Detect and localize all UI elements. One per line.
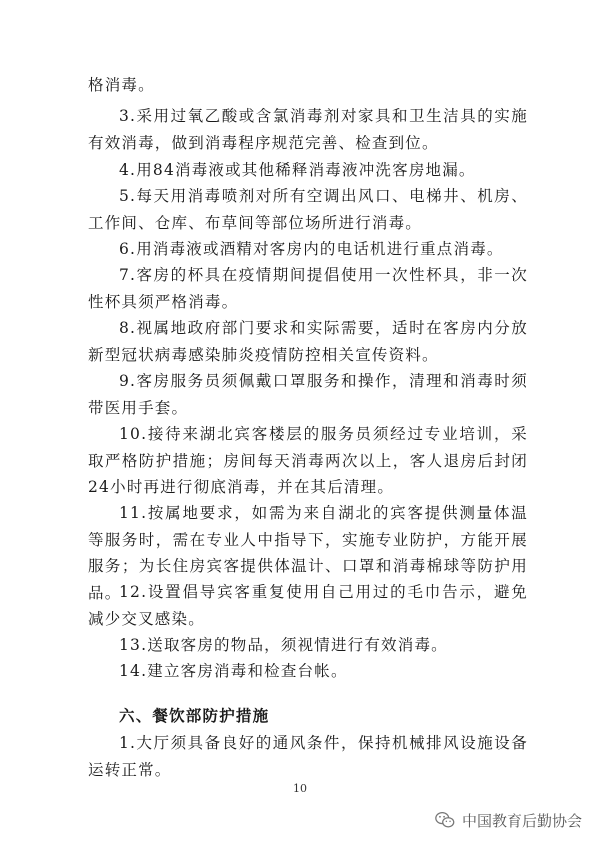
paragraph-continuation: 格消毒。: [88, 76, 155, 94]
section-heading: 六、餐饮部防护措施: [119, 707, 270, 725]
paragraph-item-4: 4.用84消毒液或其他稀释消毒液冲洗客房地漏。: [119, 161, 476, 179]
paragraph-item-9: 9.客房服务员须佩戴口罩服务和操作，清理和消毒时须带医用手套。: [88, 372, 528, 417]
paragraph-item-14: 14.建立客房消毒和检查台帐。: [119, 662, 348, 680]
paragraph-item-10: 10.接待来湖北宾客楼层的服务员须经过专业培训，采取严格防护措施；房间每天消毒两次以上，客人退房后封闭24小时再进行彻底消毒，并在其后清理。: [88, 425, 528, 496]
paragraph-item-12: 12.设置倡导宾客重复使用自己用过的毛巾告示，避免减少交叉感染。: [88, 583, 528, 628]
paragraph-item-13: 13.送取客房的物品，须视情进行有效消毒。: [119, 636, 448, 654]
paragraph-item-3: 3.采用过氧乙酸或含氯消毒剂对家具和卫生洁具的实施有效消毒，做到消毒程序规范完善、检查到位。: [88, 107, 528, 152]
paragraph-item-5: 5.每天用消毒喷剂对所有空调出风口、电梯井、机房、工作间、仓库、布草间等部位场所进行消毒。: [88, 187, 528, 232]
section-paragraph-1: 1.大厅须具备良好的通风条件，保持机械排风设施设备运转正常。: [88, 734, 528, 779]
paragraph-item-8: 8.视属地政府部门要求和实际需要，适时在客房内分放新型冠状病毒感染肺炎疫情防控相关宣传资料。: [88, 319, 528, 364]
paragraph-item-11: 11.按属地要求，如需为来自湖北的宾客提供测量体温等服务时，需在专业人中指导下，实施专业防护，方能开展服务；为长住房宾客提供体温计、口罩和消毒棉球等防护用品。: [88, 504, 528, 602]
wechat-icon: [434, 809, 456, 831]
watermark-text: 中国教育后勤协会: [461, 811, 582, 830]
paragraph-item-6: 6.用消毒液或酒精对客房内的电话机进行重点消毒。: [119, 240, 504, 258]
paragraph-item-7: 7.客房的杯具在疫情期间提倡使用一次性杯具，非一次性杯具须严格消毒。: [88, 266, 528, 311]
watermark: [434, 809, 582, 831]
page-number: 10: [293, 782, 307, 795]
